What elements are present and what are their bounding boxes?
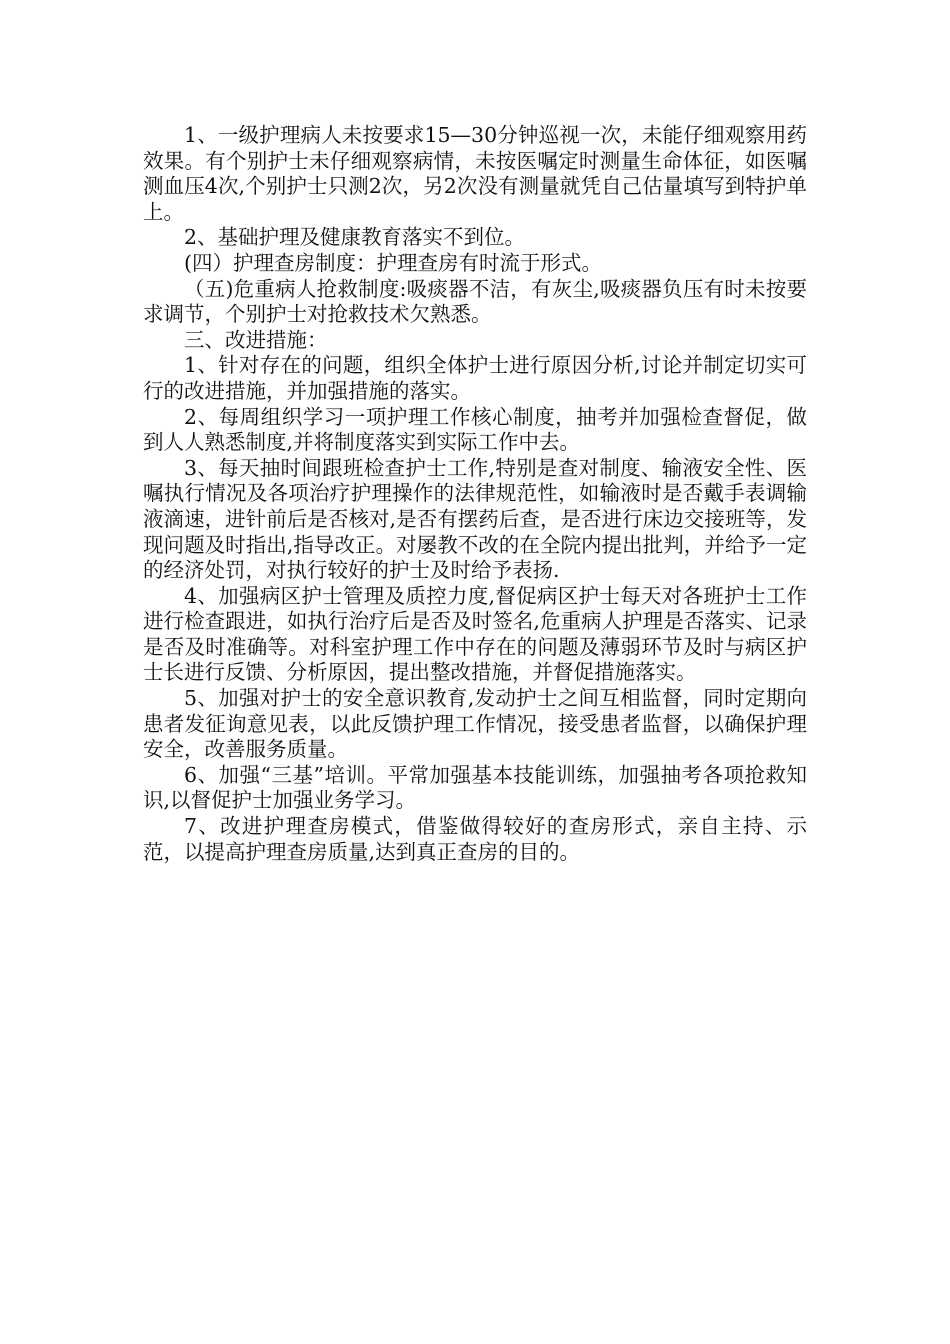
paragraph-10: 5、加强对护士的安全意识教育,发动护士之间互相监督，同时定期向患者发征询意见表，以此反馈护理工作情况，接受患者监督，以确保护理安全，改善服务质量。 <box>143 686 807 762</box>
paragraph-7: 2、每周组织学习一项护理工作核心制度，抽考并加强检查督促，做到人人熟悉制度,并将制度落实到实际工作中去。 <box>143 404 807 455</box>
paragraph-11: 6、加强“三基”培训。平常加强基本技能训练，加强抽考各项抢救知识,以督促护士加强业务学习。 <box>143 762 807 813</box>
paragraph-4: （五)危重病人抢救制度:吸痰器不洁，有灰尘,吸痰器负压有时未按要求调节，个别护士对抢救技术欠熟悉。 <box>143 276 807 327</box>
paragraph-3: (四）护理查房制度：护理查房有时流于形式。 <box>184 250 602 275</box>
paragraph-6: 1、针对存在的问题，组织全体护士进行原因分析,讨论并制定切实可行的改进措施，并加强措施的落实。 <box>143 353 807 403</box>
section-heading-improvement: 三、改进措施： <box>184 327 328 352</box>
paragraph-8: 3、每天抽时间跟班检查护士工作,特别是查对制度、输液安全性、医嘱执行情况及各项治疗护理操作的法律规范性，如输液时是否戴手表调输液滴速，进针前后是否核对,是否有摆药后查，是否进行床边交接班等，发现问题及时指出,指导改正。对屡教不改的在全院内提出批判，并给予一定的经济处罚，对执行较好的护士及时给予表扬. <box>143 455 807 583</box>
document-body <box>143 123 807 865</box>
paragraph-2: 2、基础护理及健康教育落实不到位。 <box>184 225 526 250</box>
paragraph-1: 1、一级护理病人未按要求15—30分钟巡视一次，未能仔细观察用药效果。有个别护士未仔细观察病情，未按医嘱定时测量生命体征，如医嘱测血压4次,个别护士只测2次，另2次没有测量就凭自己估量填写到特护单上。 <box>143 123 807 224</box>
paragraph-12: 7、改进护理查房模式，借鉴做得较好的查房形式，亲自主持、示范，以提高护理查房质量,达到真正查房的目的。 <box>143 814 807 864</box>
paragraph-9: 4、加强病区护士管理及质控力度,督促病区护士每天对各班护士工作进行检查跟进，如执行治疗后是否及时签名,危重病人护理是否落实、记录是否及时准确等。对科室护理工作中存在的问题及薄弱环节及时与病区护士长进行反馈、分析原因，提出整改措施，并督促措施落实。 <box>143 583 807 685</box>
